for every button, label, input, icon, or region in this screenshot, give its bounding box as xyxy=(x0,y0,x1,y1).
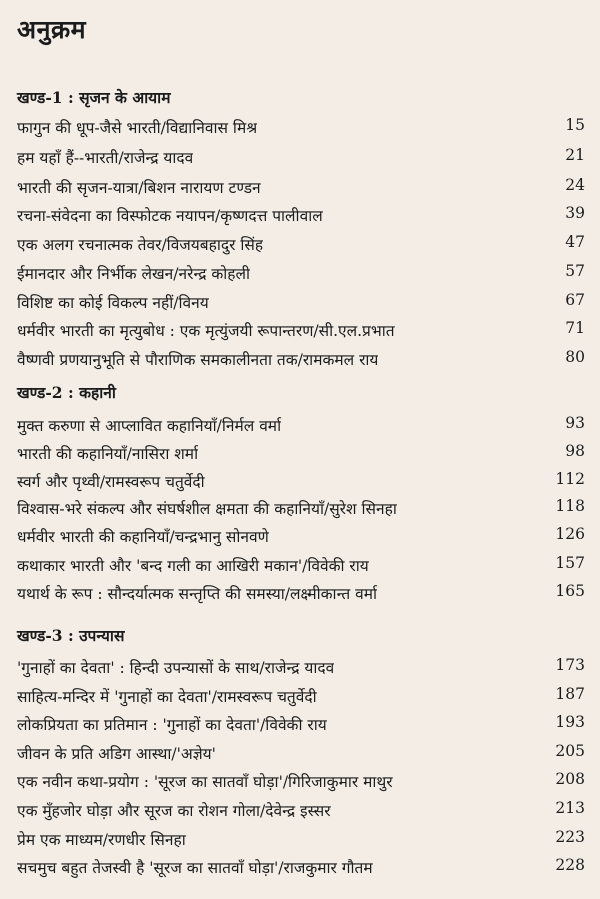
entry-page: 98 xyxy=(565,442,585,460)
entry-page: 228 xyxy=(555,856,585,874)
entry-title: एक नवीन कथा-प्रयोग : 'सूरज का सातवाँ घोड़ा'/गिरिजाकुमार माथुर xyxy=(17,773,393,791)
toc-entry[interactable] xyxy=(17,146,585,172)
entry-title: धर्मवीर भारती की कहानियाँ/चन्द्रभानु सोनवणे xyxy=(17,528,269,546)
entry-title: 'गुनाहों का देवता' : हिन्दी उपन्यासों के साथ/राजेन्द्र यादव xyxy=(17,659,335,677)
entry-page: 67 xyxy=(565,291,585,309)
toc-entry[interactable] xyxy=(17,497,585,523)
entry-page: 15 xyxy=(565,116,585,134)
entry-title: ईमानदार और निर्भीक लेखन/नरेन्द्र कोहली xyxy=(17,265,251,283)
section-heading-3: खण्ड-3 : उपन्यास xyxy=(17,626,125,645)
toc-entry[interactable] xyxy=(17,525,585,551)
entry-page: 193 xyxy=(555,713,585,731)
toc-entry[interactable] xyxy=(17,470,585,496)
toc-entry[interactable] xyxy=(17,742,585,768)
entry-page: 112 xyxy=(555,470,585,488)
toc-entry[interactable] xyxy=(17,291,585,317)
toc-entry[interactable] xyxy=(17,656,585,682)
entry-title: मुक्त करुणा से आप्लावित कहानियाँ/निर्मल वर्मा xyxy=(17,417,282,435)
section-heading-1: खण्ड-1 : सृजन के आयाम xyxy=(17,88,171,107)
entry-title: फागुन की धूप-जैसे भारती/विद्यानिवास मिश्र xyxy=(17,119,258,137)
entry-page: 187 xyxy=(555,685,585,703)
toc-entry[interactable] xyxy=(17,233,585,259)
entry-title: कथाकार भारती और 'बन्द गली का आखिरी मकान'/विवेकी राय xyxy=(17,557,369,575)
entry-page: 126 xyxy=(555,525,585,543)
page-title: अनुक्रम xyxy=(17,15,87,44)
entry-page: 47 xyxy=(565,233,585,251)
entry-title: प्रेम एक माध्यम/रणधीर सिनहा xyxy=(17,831,186,849)
toc-entry[interactable] xyxy=(17,319,585,345)
entry-page: 93 xyxy=(565,414,585,432)
toc-entry[interactable] xyxy=(17,414,585,440)
toc-entry[interactable] xyxy=(17,204,585,230)
entry-page: 57 xyxy=(565,262,585,280)
entry-page: 24 xyxy=(565,176,585,194)
toc-entry[interactable] xyxy=(17,685,585,711)
toc-entry[interactable] xyxy=(17,116,585,142)
entry-title: एक मुँहजोर घोड़ा और सूरज का रोशन गोला/देवेन्द्र इस्सर xyxy=(17,802,331,820)
toc-entry[interactable] xyxy=(17,856,585,882)
entry-title: सचमुच बहुत तेजस्वी है 'सूरज का सातवाँ घोड़ा'/राजकुमार गौतम xyxy=(17,859,373,877)
entry-page: 71 xyxy=(565,319,585,337)
entry-page: 80 xyxy=(565,348,585,366)
toc-entry[interactable] xyxy=(17,554,585,580)
entry-title: एक अलग रचनात्मक तेवर/विजयबहादुर सिंह xyxy=(17,236,264,254)
toc-entry[interactable] xyxy=(17,262,585,288)
entry-title: साहित्य-मन्दिर में 'गुनाहों का देवता'/रामस्वरूप चतुर्वेदी xyxy=(17,688,317,706)
entry-page: 118 xyxy=(555,497,585,515)
entry-page: 223 xyxy=(555,828,585,846)
entry-title: जीवन के प्रति अडिग आस्था/'अज्ञेय' xyxy=(17,745,216,763)
entry-title: विश्वास-भरे संकल्प और संघर्षशील क्षमता की कहानियाँ/सुरेश सिनहा xyxy=(17,500,397,518)
toc-entry[interactable] xyxy=(17,770,585,796)
toc-entry[interactable] xyxy=(17,799,585,825)
toc-entry[interactable] xyxy=(17,582,585,608)
entry-page: 21 xyxy=(565,146,585,164)
entry-title: यथार्थ के रूप : सौन्दर्यात्मक सन्तृप्ति की समस्या/लक्ष्मीकान्त वर्मा xyxy=(17,585,378,603)
entry-title: धर्मवीर भारती का मृत्युबोध : एक मृत्युंजयी रूपान्तरण/सी.एल.प्रभात xyxy=(17,322,395,340)
entry-page: 205 xyxy=(555,742,585,760)
toc-entry[interactable] xyxy=(17,176,585,202)
entry-title: वैष्णवी प्रणयानुभूति से पौराणिक समकालीनता तक/रामकमल राय xyxy=(17,351,379,369)
entry-title: भारती की सृजन-यात्रा/बिशन नारायण टण्डन xyxy=(17,179,261,197)
entry-page: 165 xyxy=(555,582,585,600)
entry-title: विशिष्ट का कोई विकल्प नहीं/विनय xyxy=(17,294,209,312)
section-heading-2: खण्ड-2 : कहानी xyxy=(17,383,116,402)
entry-title: स्वर्ग और पृथ्वी/रामस्वरूप चतुर्वेदी xyxy=(17,473,205,491)
toc-entry[interactable] xyxy=(17,828,585,854)
entry-title: भारती की कहानियाँ/नासिरा शर्मा xyxy=(17,445,199,463)
toc-entry[interactable] xyxy=(17,713,585,739)
entry-page: 39 xyxy=(565,204,585,222)
entry-page: 173 xyxy=(555,656,585,674)
entry-title: रचना-संवेदना का विस्फोटक नयापन/कृष्णदत्त पालीवाल xyxy=(17,207,323,225)
entry-page: 213 xyxy=(555,799,585,817)
entry-page: 157 xyxy=(555,554,585,572)
toc-entry[interactable] xyxy=(17,442,585,468)
entry-title: हम यहाँ हैं--भारती/राजेन्द्र यादव xyxy=(17,149,194,167)
entry-page: 208 xyxy=(555,770,585,788)
entry-title: लोकप्रियता का प्रतिमान : 'गुनाहों का देवता'/विवेकी राय xyxy=(17,716,327,734)
toc-entry[interactable] xyxy=(17,348,585,374)
